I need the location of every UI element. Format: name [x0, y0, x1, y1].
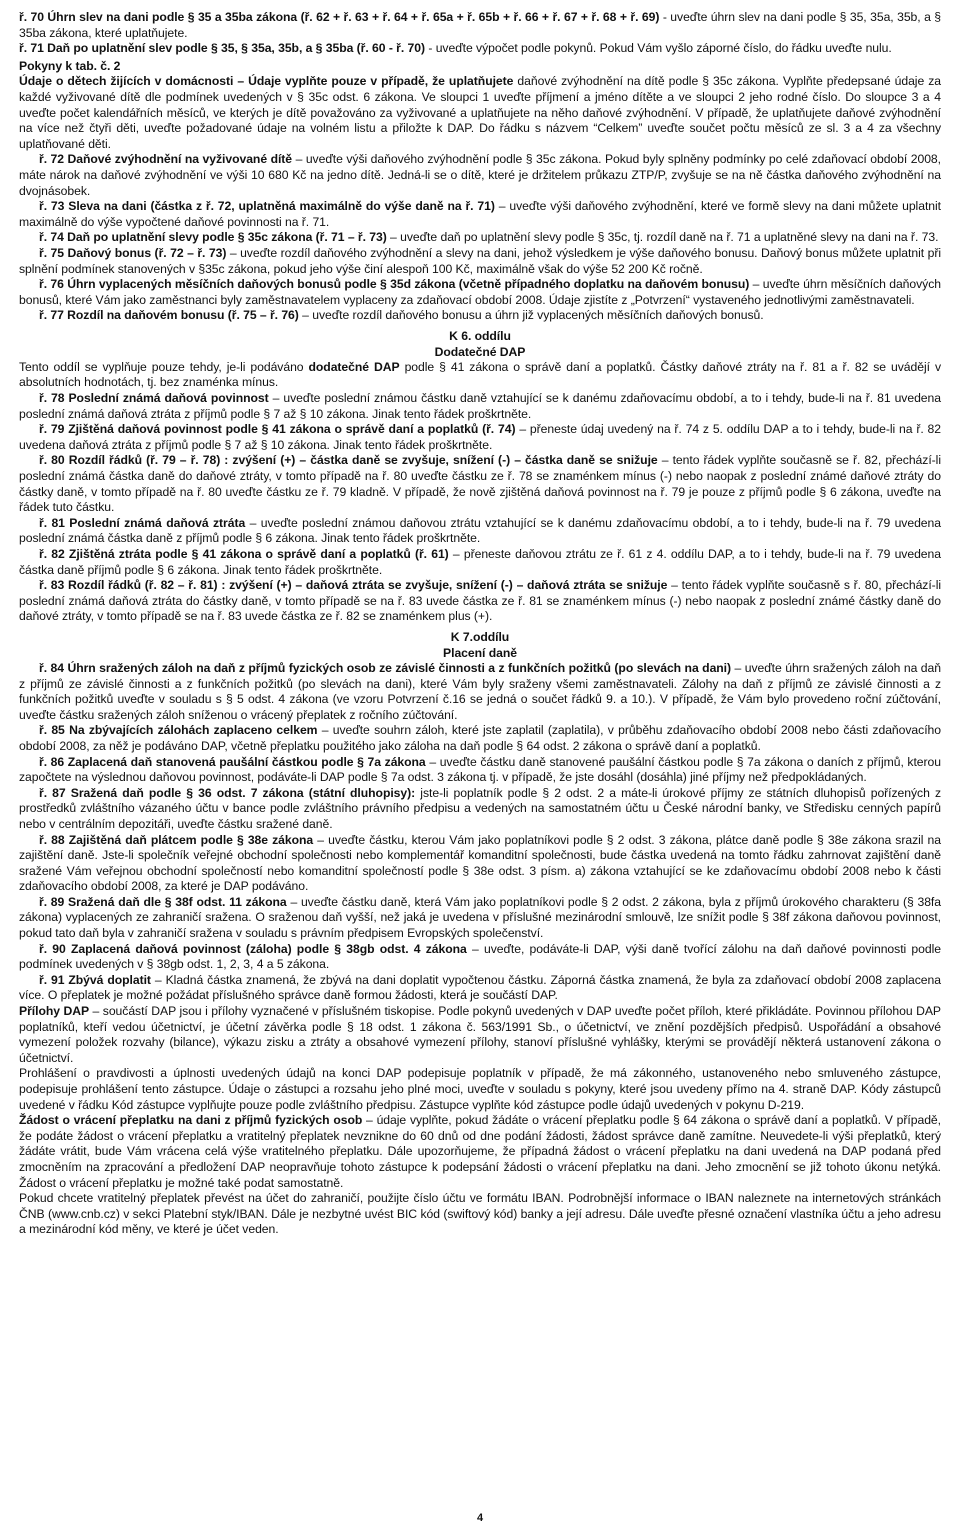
- paragraph-prilohy: [19, 1004, 941, 1066]
- text-r74: – uveďte daň po uplatnění slevy podle § 35c, tj. rozdíl daně na ř. 71 a uplatněné slevy na dani na ř. 73.: [386, 230, 939, 245]
- text-r85: – uveďte souhrn záloh, které jste zaplatil (zaplatila), v průběhu zdaňovacího období 2008 nebo části zdaňovacího období 2008, za něž je podáváno DAP, včetně přeplatku použitého jako záloha na daň podle § 64 odst. 2 zákona o správě daní a poplatků.: [19, 723, 941, 753]
- text-r75: – uveďte rozdíl daňového zvýhodnění a slevy na dani, jehož výsledkem je výše daňového bonusu. Daňový bonus můžete uplatnit při splnění podmínek stanovených v §35c zákona, pokud jeho výše činí alespoň 100 Kč, maximálně však do výše 52 200 Kč ročně.: [19, 245, 941, 276]
- heading-r85: ř. 85 Na zbývajících zálohách zaplaceno celkem: [39, 723, 318, 738]
- paragraph-r78: [19, 391, 941, 422]
- section-subtitle-k7: Placení daně: [443, 645, 517, 660]
- k6-intro-a: Tento oddíl se vyplňuje pouze tehdy, je-li podáváno: [19, 359, 309, 374]
- text-r71: - uveďte výpočet podle pokynů. Pokud Vám vyšlo záporné číslo, do řádku uveďte nulu.: [425, 41, 892, 56]
- text-r84: – uveďte úhrn sražených záloh na daň z příjmů ze závislé činnosti a z funkčních požitků (po slevách na dani), které Vám byly sraženy všemi zaměstnavateli. Zálohy na daň z příjmů ze závislé činnosti a z funkčních požitků uveďte v souladu s § 5 odst. 4 zákona (ve vzoru Potvrzení č.16 se jedná o součet řádků 9. a 10.). V případě, že Vám bylo provedeno roční zúčtování, uveďte částku sražených záloh sníženou o vrácený přeplatek z ročního zúčtování.: [19, 660, 941, 722]
- heading-r74: ř. 74 Daň po uplatnění slevy podle § 35c zákona (ř. 71 – ř. 73): [39, 230, 387, 245]
- paragraph-r87: [19, 786, 941, 833]
- text-r72: – uveďte výši daňového zvýhodnění podle § 35c zákona. Pokud byly splněny podmínky po celé zdaňovací období 2008, máte nárok na daňové zvýhodnění ve výši 10 680 Kč na jedno dítě. Jedná-li se o dítě, které je držitelem průkazu ZTP/P, zvyšuje se na ně částka daňového zvýhodnění na dvojnásobek.: [19, 152, 941, 198]
- text-r82: – přeneste daňovou ztrátu ze ř. 61 z 4. oddílu DAP, a to i tehdy, bude-li na ř. 79 uvedena částka daně příjmů podle § 6 zákona. Jinak tento řádek proškrtněte.: [19, 547, 941, 577]
- paragraph-r77: [19, 308, 941, 324]
- heading-r79: ř. 79 Zjištěná daňová povinnost podle § 41 zákona o správě daní a poplatků (ř. 74): [39, 422, 516, 437]
- heading-r72: ř. 72 Daňové zvýhodnění na vyživované dítě: [39, 152, 293, 167]
- paragraph-r72: [19, 152, 941, 199]
- text-r81: – uveďte poslední známou daňovou ztrátu vztahující se k danému zdaňovacímu období, a to i tehdy, bude-li na ř. 79 uvedena poslední známá částka daně z příjmů podle § 6 zákona. Jinak tento řádek proškrtněte.: [19, 515, 941, 546]
- paragraph-r82: [19, 547, 941, 578]
- section-title-k6: K 6. oddílu: [449, 328, 511, 343]
- paragraph-r88: [19, 833, 941, 895]
- heading-r71: ř. 71 Daň po uplatnění slev podle § 35, § 35a, 35b, a § 35ba (ř. 60 - ř. 70): [19, 41, 426, 56]
- text-r90: – uveďte, podáváte-li DAP, výši daně tvořící zálohu na daň daňové povinnosti podle podmínek uvedených v § 38gb odst. 1, 2, 3, 4 a 5 zákona.: [19, 941, 941, 972]
- heading-r89: ř. 89 Sražená daň dle § 38f odst. 11 zákona: [39, 894, 287, 909]
- heading-r82: ř. 82 Zjištěná ztráta podle § 41 zákona o správě daní a poplatků (ř. 61): [39, 547, 449, 561]
- heading-pokyny-tab2: [19, 59, 941, 75]
- heading-deti: Údaje o dětech žijících v domácnosti – Údaje vyplňte pouze v případě, že uplatňujete: [19, 74, 514, 89]
- paragraph-r89: [19, 895, 941, 942]
- heading-prilohy: Přílohy DAP: [19, 1004, 90, 1019]
- text-r80: – tento řádek vyplňte současně se ř. 82, přechází-li poslední známá částka daně do daňové ztráty, v tomto případě na ř. 80 uveďte částku ze ř. 78 se znaménkem mínus (-) nebo naopak z poslední známé daňové ztráty do částky daně, v tomto případě na ř. 80 uveďte částku ze ř. 79 kladně. V případě, že nově zjištěná daňová povinnost na ř. 79 je pouze z příjmů podle § 6 zákona, uveďte na řádek tuto částku.: [19, 453, 941, 515]
- paragraph-r75: [19, 246, 941, 277]
- paragraph-r74: [19, 230, 941, 246]
- text-r79: – přeneste údaj uvedený na ř. 74 z 5. oddílu DAP a to i tehdy, bude-li na ř. 82 uvedena daňová ztráta z příjmů podle § 7 až § 10 zákona. Jinak tento řádek proškrtněte.: [19, 422, 941, 452]
- paragraph-r73: [19, 199, 941, 230]
- paragraph-r70: [19, 10, 941, 41]
- heading-r73: ř. 73 Sleva na dani (částka z ř. 72, uplatněná maximálně do výše daně na ř. 71): [39, 199, 495, 214]
- heading-r87: ř. 87 Sražená daň podle § 36 odst. 7 zákona (státní dluhopisy):: [39, 785, 416, 800]
- heading-r77: ř. 77 Rozdíl na daňovém bonusu (ř. 75 – ř. 76): [39, 308, 299, 323]
- paragraph-r84: [19, 661, 941, 723]
- paragraph-r79: [19, 422, 941, 453]
- paragraph-r76: [19, 277, 941, 308]
- text-r89: – uveďte částku daně, která Vám jako poplatníkovi podle § 2 odst. 2 zákona, byla z příjmů úrokového charakteru (§ 38fa zákona) vyplacených ze zahraničí sražena. O sraženou daň vyšší, než jaká je uvedena v příslušné mezinárodní smlouvě, lze snížit podle § 38f zákona daňovou povinnost, pokud tato daň byla v zahraničí sražena v souladu s právním předpisem Evropských společenství.: [19, 894, 941, 941]
- heading-zadost: Žádost o vrácení přeplatku na dani z příjmů fyzických osob: [19, 1113, 363, 1128]
- k6-intro-b: dodatečné DAP: [308, 359, 400, 374]
- page-number: 4: [476, 1512, 484, 1524]
- text-r77: – uveďte rozdíl daňového bonusu a úhrn již vyplacených měsíčních daňových bonusů.: [298, 308, 764, 323]
- text-r78: – uveďte poslední známou částku daně vztahující se k danému zdaňovacímu období, a to i tehdy, bude-li na ř. 81 uvedena poslední známá daňová ztráta z příjmů podle § 7 až § 10 zákona. Jinak tento řádek proškrtněte.: [19, 391, 941, 421]
- heading-r84: ř. 84 Úhrn sražených záloh na daň z příjmů fyzických osob ze závislé činnosti a z funkčních požitků (po slevách na dani): [39, 660, 732, 675]
- paragraph-r86: [19, 755, 941, 786]
- paragraph-r83: [19, 578, 941, 625]
- text-deti: daňové zvýhodnění na dítě podle § 35c zákona. Vyplňte předepsané údaje za každé vyživované dítě dle podmínek uvedených v § 35c odst. 6 zákona. Ve sloupci 1 uveďte příjmení a jméno dítěte a ve sloupci 2 jeho rodné číslo. Do sloupce 3 a 4 uveďte počet kalendářních měsíců, ve kterých je dítě považováno za vyživované a uplatňujete na něho daňové zvýhodnění. V případě, že uplatňujete daňové zvýhodnění na více než čtyři děti, uveďte požadované údaje na volném listu a přiložte k DAP. Do řádku s názvem “Celkem” uveďte součet počtu měsíců ze sl. 3 a 4 za všechny uplatňované děti.: [19, 74, 941, 151]
- paragraph-r85: [19, 723, 941, 754]
- heading-r81: ř. 81 Poslední známá daňová ztráta: [39, 515, 246, 530]
- heading-r91: ř. 91 Zbývá doplatit: [39, 972, 151, 987]
- text-r88: – uveďte částku, kterou Vám jako poplatníkovi podle § 2 odst. 3 zákona, plátce daně podle § 38e zákona srazil na zajištění daně. Jste-li společník veřejné obchodní společnosti nebo komplementář komanditní společnosti, bude částka uvedená na tomto řádku zahrnovat zajištění daně sražené Vám veřejnou obchodní společností nebo komanditní společností podle § 38e odst. 3 písm. a) zákona vztahující se ke zdaňovacímu období 2008 nebo k části zdaňovacího období 2008, za které je DAP podáváno.: [19, 832, 941, 894]
- text-r70: - uveďte úhrn slev na dani podle § 35, 35a, 35b, a § 35ba zákona, které uplatňujete.: [19, 10, 942, 40]
- text-r91: – Kladná částka znamená, že zbývá na dani doplatit vypočtenou částku. Záporná částka znamená, že byla za zdaňovací období 2008 zaplacena více. O přeplatek je možné požádat příslušného správce daně formou žádosti, která je součástí DAP.: [19, 972, 941, 1003]
- heading-r86: ř. 86 Zaplacená daň stanovená paušální částkou podle § 7a zákona: [39, 754, 426, 769]
- heading-r78: ř. 78 Poslední známá daňová povinnost: [39, 391, 269, 406]
- paragraph-r71: [19, 41, 941, 57]
- paragraph-zadost: [19, 1113, 941, 1191]
- paragraph-prohlaseni: Prohlášení o pravdivosti a úplnosti uvedených údajů na konci DAP podepisuje poplatník v případě, že má zákonného, ustanoveného nebo smluveného zástupce, podepisuje prohlášení tento zástupce. Údaje o zástupci a rozsahu jeho plné moci, uveďte v souladu s pokyny, které jsou uvedeny přímo na 4. straně DAP. Kódy zástupců uvedené v řádku Kód zástupce vyplňujte pouze podle zvláštního předpisu. Zástupce vyplňte kód zástupce podle údajů uvedených v pokynu D-219.: [19, 1066, 941, 1112]
- heading-r70: ř. 70 Úhrn slev na dani podle § 35 a 35ba zákona (ř. 62 + ř. 63 + ř. 64 + ř. 65a + ř. 65b + ř. 66 + ř. 67 + ř. 68 + ř. 69): [19, 10, 660, 24]
- heading-r90: ř. 90 Zaplacená daňová povinnost (záloha) podle § 38gb odst. 4 zákona: [39, 941, 467, 956]
- paragraph-deti: [19, 74, 941, 152]
- text-r86: – uveďte částku daně stanovené paušální částkou podle § 7a zákona o daních z příjmů, kterou započtete na výslednou daňovou povinnost, podáváte-li DAP podle § 7a odst. 3 zákona tj. v případě, že jste dosáhl (dosáhla) jiné příjmy než předpokládaných.: [19, 754, 942, 785]
- paragraph-r80: [19, 453, 941, 515]
- heading-r83: ř. 83 Rozdíl řádků (ř. 82 – ř. 81) : zvýšení (+) – daňová ztráta se zvyšuje, snížení (-) – daňová ztráta se snižuje: [39, 578, 668, 593]
- paragraph-iban: Pokud chcete vratitelný přeplatek převést na účet do zahraničí, použijte číslo účtu ve formátu IBAN. Podrobnější informace o IBAN naleznete na internetových stránkách ČNB (www.cnb.cz) v sekci Platební styk/IBAN. Dále je nezbytné uvést BIC kód (swiftový kód) banky a její adresu. Dále uveďte přesné označení vlastníka účtu a jeho adresu a mezinárodní kód měny, ve které je účet veden.: [19, 1191, 941, 1237]
- text-zadost: – údaje vyplňte, pokud žádáte o vrácení přeplatku podle § 64 zákona o správě daní a poplatků. V případě, že podáte žádost o vrácení přeplatku a vratitelný přeplatek nevznikne do 60 dnů od dne podání žádosti, žádost správce daně zamítne. Neuvedete-li výši přeplatků, který žádáte vrátit, bude Vám vrácena celá výše vratitelného přeplatku. Dále upozorňujeme, že případná žádost o vrácení přeplatku na dani uvedená na DAP podaná před zmocněním na zpracování a předložení DAP neopravňuje tohoto zástupce k podepsání žádosti o vrácení přeplatku na dani. Jeho zmocnění se již tohoto úkonu netýká. Žádost o vrácení přeplatku je možné také podat samostatně.: [19, 1113, 941, 1190]
- text-r76: – uveďte úhrn měsíčních daňových bonusů, které Vám jako zaměstnanci byly zaměstnavatelem vyplaceny za zdaňovací období 2008. Údaje zjistíte z „Potvrzení“ vystaveného jednotlivými zaměstnavateli.: [19, 277, 941, 307]
- text-r73: – uveďte výši daňového zvýhodnění, které ve formě slevy na dani můžete uplatnit maximálně do výše vypočtené daňové povinnosti na ř. 71.: [19, 199, 942, 229]
- document-page: [19, 10, 941, 1238]
- text-prilohy: – součástí DAP jsou i přílohy vyznačené v příslušném tiskopise. Podle pokynů uvedených v DAP uveďte počet příloh, které přikládáte. Povinnou přílohou DAP poplatníků, kteří vedou účetnictví, je účetní závěrka podle § 18 odst. 1 zákona č. 563/1991 Sb., o účetnictví, ve znění pozdějších předpisů. Uspořádání a obsahové vymezení položek rozvahy (bilance), výkazu zisku a ztráty a obsahové vymezení přílohy, stanoví příslušné vyhlášky, kterými se provádějí některá ustanovení zákona o účetnictví.: [19, 1004, 941, 1065]
- paragraph-r91: [19, 973, 941, 1004]
- text-r87: jste-li poplatník podle § 2 odst. 2 a máte-li úrokové příjmy ze státních dluhopisů pořízených z prostředků zvláštního vázaného účtu v bance podle zvláštního právního předpisu a vedených na samostatném účtu u České národní banky, ve Středisku cenných papírů nebo v centrálním depozitáři, uveďte částku sražené daně.: [19, 785, 941, 831]
- pokyny-tab2-label: Pokyny k tab. č. 2: [19, 58, 121, 73]
- heading-r75: ř. 75 Daňový bonus (ř. 72 – ř. 73): [39, 245, 227, 260]
- heading-r76: ř. 76 Úhrn vyplacených měsíčních daňových bonusů podle § 35d zákona (včetně případného doplatku na daňovém bonusu): [39, 277, 750, 292]
- paragraph-r81: [19, 516, 941, 547]
- heading-r80: ř. 80 Rozdíl řádků (ř. 79 – ř. 78) : zvýšení (+) – částka daně se zvyšuje, snížení (-) – částka daně se snižuje: [39, 453, 658, 468]
- section-title-k7: K 7.oddílu: [450, 629, 510, 644]
- k6-intro-c: podle § 41 zákona o správě daní a poplatků. Částky daňové ztráty na ř. 81 a ř. 82 se uvádějí v absolutních hodnotách, tj. bez znaménka mínus.: [19, 359, 941, 390]
- heading-r88: ř. 88 Zajištěná daň plátcem podle § 38e zákona: [39, 832, 314, 847]
- paragraph-r90: [19, 942, 941, 973]
- section-subtitle-k6: Dodatečné DAP: [434, 344, 526, 359]
- text-r83: – tento řádek vyplňte současně s ř. 80, přechází-li poslední známá daňová ztráta do částky daně, v tomto případě se na ř. 83 uvede částka ze ř. 81 se znaménkem mínus (-) nebo naopak z poslední známé částky daně do daňové ztráty, v tomto případě se na ř. 83 uvede částka ze ř. 82 se znaménkem plus (+).: [19, 578, 942, 624]
- paragraph-k6-intro: [19, 360, 941, 391]
